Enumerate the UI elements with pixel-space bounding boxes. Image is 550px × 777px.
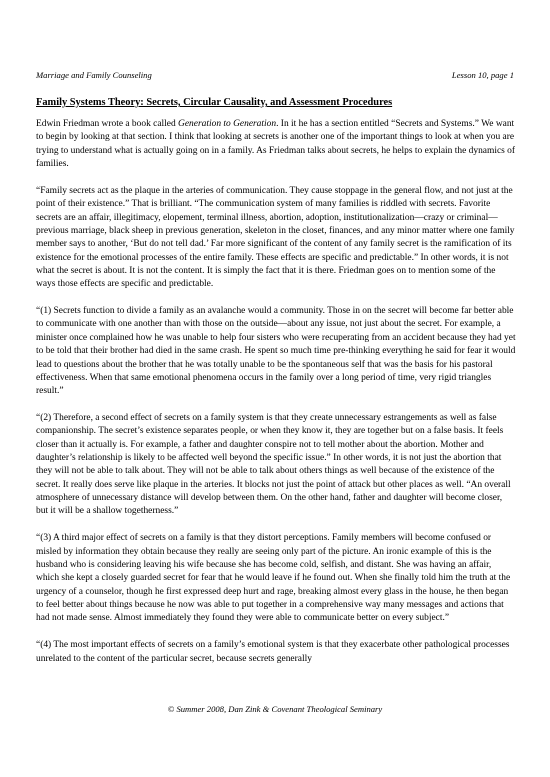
paragraph-secret-effect-2: “(2) Therefore, a second effect of secrets on a family system is that they create unnecessary estrangements as well as false companionship. The secret’s existence separates people, or when they know it, they are together but on a false basis. It feels closer than it actually is. For example, a father and daughter conspire not to tell mother about the abortion. Mother and daughter’s relationship is likely to be affected well beyond the specific issue.” In other words, it is not just the abortion that they will not be able to talk about. They will not be able to talk about others things as well because of the existence of the secret. It really does serve like plaque in the arteries. It blocks not just the point of attack but other places as well. “An overall atmosphere of unnecessary distance will develop between them. On the other hand, father and daughter will become closer, but it will be a shallow togetherness.” [36, 413, 511, 517]
document-title: Family Systems Theory: Secrets, Circular Causality, and Assessment Procedures [36, 97, 393, 108]
intro-paragraph [36, 118, 516, 171]
intro-text-end: . In it he has a section entitled “Secrets and Systems.” We want to begin by looking at that section. I think that looking at secrets is another one of the important things to look at when you are trying to understand what is actually going on in a family. As Friedman talks about secrets, he helps to explain the dynamics of families. [36, 119, 516, 170]
book-title: Generation to Generation [178, 119, 277, 129]
header-page-label: Lesson 10, page 1 [451, 70, 514, 80]
paragraph-family-secrets: “Family secrets act as the plaque in the arteries of communication. They cause stoppage in the general flow, and not just at the point of their existence.” That is brilliant. “The communication system of many families is riddled with secrets. Favorite secrets are an affair, illegitimacy, elopement, terminal illness, abortion, adoption, institutionalization—crazy or criminal—previous marriage, black sheep in previous generation, skeleton in the closet, finances, and any minor matter where one family member says to another, ‘But do not tell dad.’ Far more significant of the content of any family secret is the ramification of its existence for the emotional processes of the entire family. These effects are specific and predictable.” In other words, it is not what the secret is about. It is not the content. It is simply the fact that it is there. Friedman goes on to mention some of the ways those effects are specific and predictable. [36, 185, 515, 290]
paragraph-secret-effect-3: “(3) A third major effect of secrets on a family is that they distort perceptions. Family members will become confused or misled by information they obtain because they really are seeing only part of the picture. An ironic example of this is the husband who is considering leaving his wife because she has become cold, selfish, and distant. She was having an affair, which she kept a closely guarded secret for fear that he would leave if he found out. When she finally told him the truth at the urgency of a counselor, though he first expressed deep hurt and rage, breaking almost every glass in the house, he then began to feel better about things because he now was able to put together in a comprehensive way many messages and actions that had not made sense. Almost immediately they found they were able to communicate better on every subject.” [36, 533, 511, 624]
page-header [36, 69, 514, 81]
page-footer: © Summer 2008, Dan Zink & Covenant Theological Seminary [167, 704, 383, 714]
document-body [36, 96, 516, 679]
header-course-title: Marriage and Family Counseling [36, 70, 152, 80]
paragraph-secret-effect-1: “(1) Secrets function to divide a family as an avalanche would a community. Those in on the secret will become far better able to communicate with one another than with those on the outside—about any issue, not just about the secret. For example, a minister once complained how he was unable to help four sisters who were recuperating from an accident because they had yet to be told that their brother had died in the same crash. He spent so much time pre-thinking everything he said for fear it would lead to questions about the brother that he was totally unable to be the spontaneous self that was the basis for his pastoral effectiveness. When that same emotional phenomena occurs in the family over a long period of time, very rigid triangles result.” [36, 306, 516, 397]
intro-text-start: Edwin Friedman wrote a book called [36, 119, 179, 129]
paragraph-secret-effect-4: “(4) The most important effects of secrets on a family’s emotional system is that they exacerbate other pathological processes unrelated to the content of the particular secret, because secrets generally [36, 640, 510, 664]
